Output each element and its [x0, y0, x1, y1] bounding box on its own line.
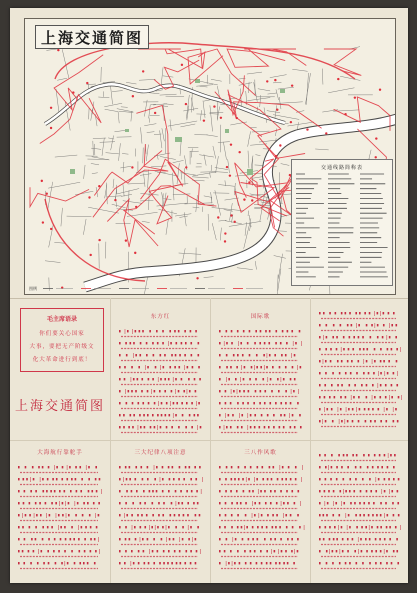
quote-heading: 毛主席语录: [46, 316, 77, 323]
score-lines: [219, 465, 304, 569]
song-score: [311, 442, 408, 583]
cover-title: 上海交通简图: [14, 399, 105, 414]
song-panel-bottom-4: [311, 442, 408, 583]
score-lines: [119, 465, 202, 569]
legend-text-lines: [292, 160, 392, 285]
legend-entries: [296, 174, 388, 277]
song-panel-bottom-3: [211, 442, 310, 583]
legend-title: 交通线路简称表: [320, 165, 363, 171]
map-sheet: [10, 8, 408, 583]
song-panel-top-1: [111, 300, 210, 440]
shanghai-map[interactable]: [24, 18, 396, 295]
fold-line-horizontal: [10, 298, 408, 299]
map-title: 上海交通简图: [35, 25, 149, 49]
song-panel-bottom-2: [111, 442, 210, 583]
song-score: [211, 442, 310, 583]
song-title: 三八作风歌: [244, 450, 277, 456]
quote-line-1: 你们要关心国家: [39, 331, 85, 337]
song-panel-bottom-1: [10, 442, 110, 583]
quote-line-3: 化大革命进行到底！: [32, 357, 92, 363]
score-lines: [119, 329, 201, 433]
song-title: 大海航行靠舵手: [37, 450, 83, 456]
score-lines: [319, 311, 402, 427]
song-score: [10, 442, 110, 583]
song-panel-top-2: [211, 300, 310, 440]
song-score: [311, 300, 408, 440]
route-legend-box: [291, 159, 393, 286]
score-lines: [219, 330, 302, 433]
map-legend-bar: [29, 286, 279, 291]
legend-symbols: [43, 286, 273, 291]
cover-panel: [10, 300, 110, 440]
song-title: 东方红: [150, 314, 171, 320]
score-lines: [319, 453, 401, 569]
song-score: [111, 442, 210, 583]
song-panel-top-3: [311, 300, 408, 440]
song-title: 三大纪律八项注意: [134, 450, 187, 456]
quote-box: [20, 308, 104, 372]
score-lines: [18, 465, 102, 569]
quote-line-2: 大事，要把无产阶级文: [29, 344, 95, 350]
legend-bar-label: 图例: [29, 286, 37, 291]
song-score: [111, 300, 210, 440]
song-title: 国际歌: [250, 314, 271, 320]
song-score: [211, 300, 310, 440]
fold-line-middle: [10, 440, 408, 441]
